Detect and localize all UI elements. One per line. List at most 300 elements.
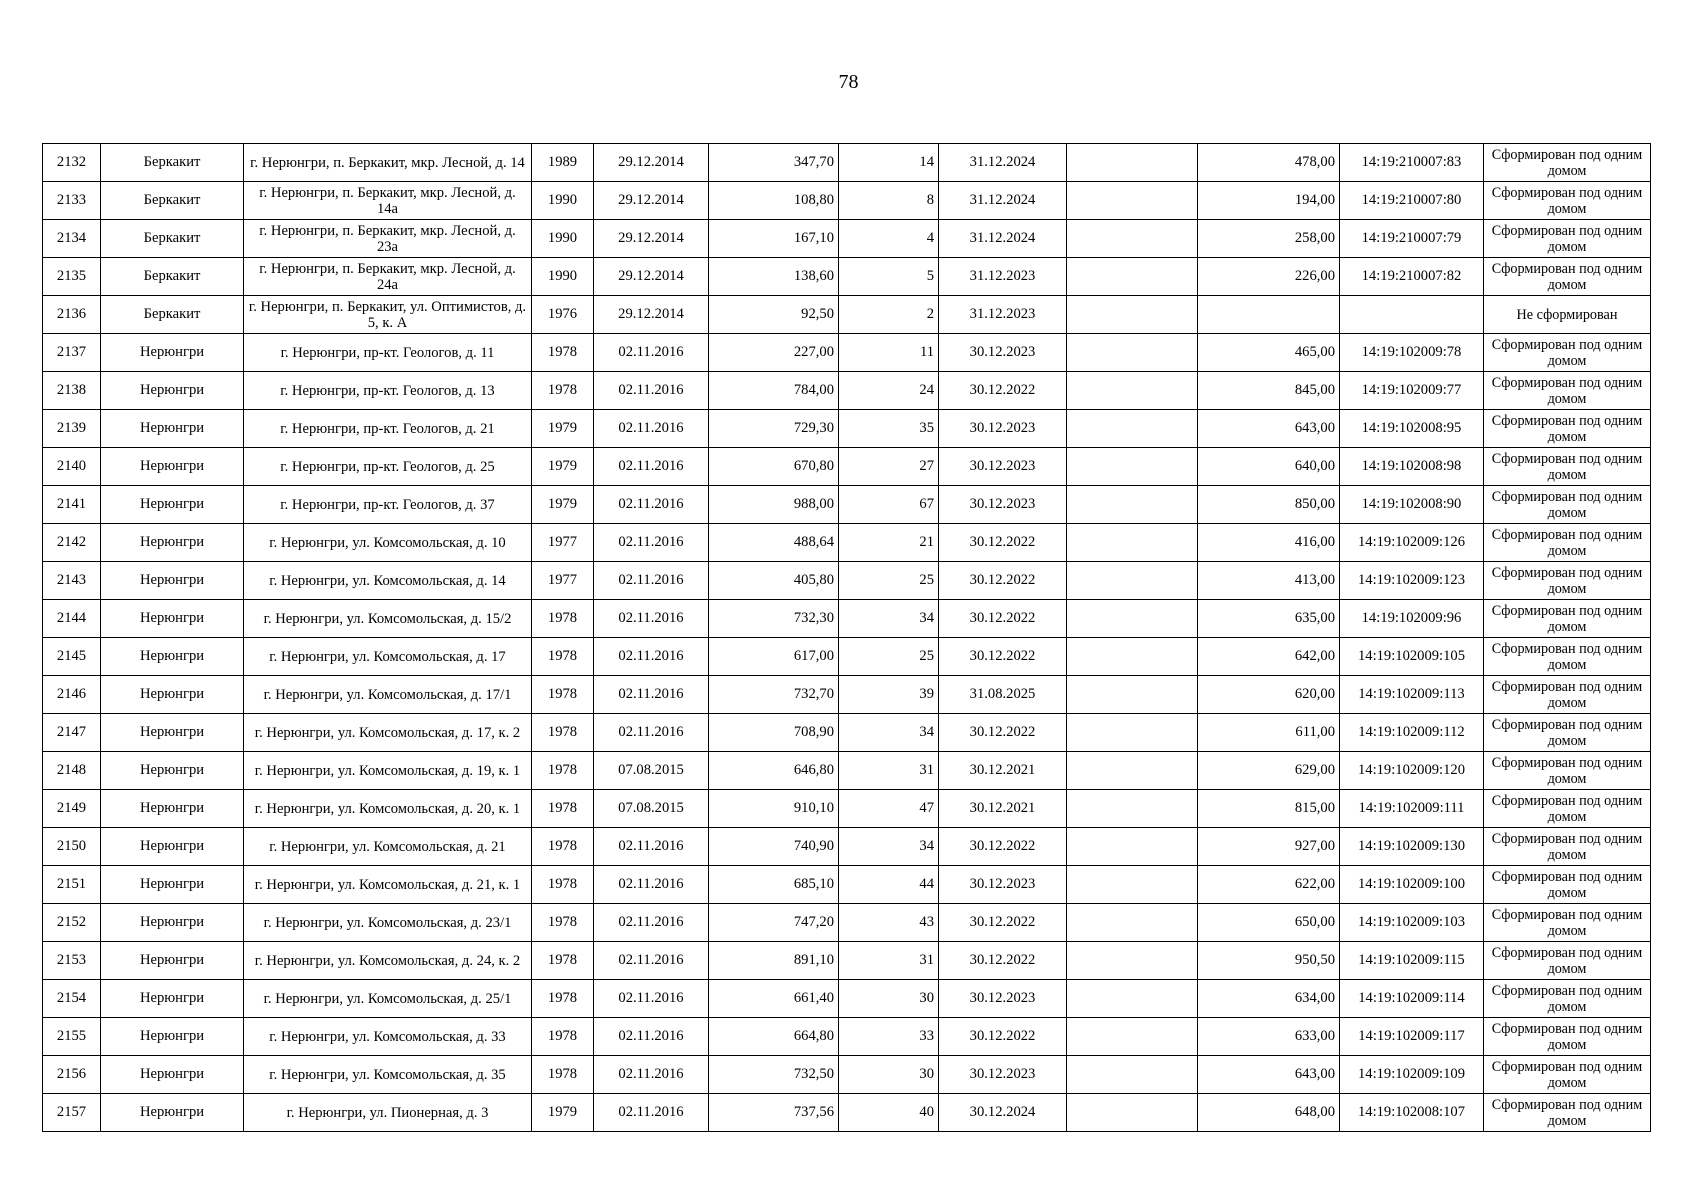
year-built-cell: 1979 (532, 1094, 594, 1132)
resettlement-deadline-cell: 30.12.2021 (939, 790, 1067, 828)
table-row (43, 1018, 1651, 1056)
area-cell: 784,00 (709, 372, 839, 410)
resettlement-deadline-cell: 31.12.2024 (939, 220, 1067, 258)
row-number-cell: 2155 (43, 1018, 101, 1056)
resettlement-deadline-cell: 30.12.2022 (939, 600, 1067, 638)
recognition-date-cell: 02.11.2016 (594, 714, 709, 752)
land-status-cell: Сформирован под одним домом (1484, 942, 1651, 980)
empty-cell (1067, 866, 1198, 904)
land-area-cell: 629,00 (1198, 752, 1340, 790)
recognition-date-cell: 02.11.2016 (594, 372, 709, 410)
residents-cell: 44 (839, 866, 939, 904)
land-area-cell: 950,50 (1198, 942, 1340, 980)
locality-cell: Нерюнгри (101, 904, 244, 942)
resettlement-deadline-cell: 30.12.2022 (939, 524, 1067, 562)
residents-cell: 30 (839, 1056, 939, 1094)
recognition-date-cell: 02.11.2016 (594, 866, 709, 904)
residents-cell: 2 (839, 296, 939, 334)
area-cell: 92,50 (709, 296, 839, 334)
cadastral-number-cell: 14:19:102009:77 (1340, 372, 1484, 410)
row-number-cell: 2132 (43, 144, 101, 182)
residents-cell: 4 (839, 220, 939, 258)
table-row (43, 486, 1651, 524)
residents-cell: 67 (839, 486, 939, 524)
year-built-cell: 1979 (532, 410, 594, 448)
land-status-cell: Не сформирован (1484, 296, 1651, 334)
year-built-cell: 1978 (532, 372, 594, 410)
empty-cell (1067, 790, 1198, 828)
cadastral-number-cell: 14:19:102009:100 (1340, 866, 1484, 904)
address-cell: г. Нерюнгри, п. Беркакит, мкр. Лесной, д. 14 (244, 144, 532, 182)
land-status-cell: Сформирован под одним домом (1484, 904, 1651, 942)
land-area-cell: 815,00 (1198, 790, 1340, 828)
recognition-date-cell: 02.11.2016 (594, 600, 709, 638)
address-cell: г. Нерюнгри, пр-кт. Геологов, д. 11 (244, 334, 532, 372)
area-cell: 740,90 (709, 828, 839, 866)
year-built-cell: 1978 (532, 980, 594, 1018)
cadastral-number-cell: 14:19:210007:79 (1340, 220, 1484, 258)
land-status-cell: Сформирован под одним домом (1484, 258, 1651, 296)
land-status-cell: Сформирован под одним домом (1484, 1056, 1651, 1094)
row-number-cell: 2141 (43, 486, 101, 524)
year-built-cell: 1978 (532, 790, 594, 828)
address-cell: г. Нерюнгри, ул. Комсомольская, д. 17, к. 2 (244, 714, 532, 752)
cadastral-number-cell: 14:19:102009:120 (1340, 752, 1484, 790)
row-number-cell: 2150 (43, 828, 101, 866)
row-number-cell: 2142 (43, 524, 101, 562)
table-row (43, 296, 1651, 334)
recognition-date-cell: 29.12.2014 (594, 258, 709, 296)
locality-cell: Нерюнгри (101, 828, 244, 866)
row-number-cell: 2137 (43, 334, 101, 372)
resettlement-deadline-cell: 30.12.2022 (939, 714, 1067, 752)
table-row (43, 828, 1651, 866)
address-cell: г. Нерюнгри, ул. Комсомольская, д. 14 (244, 562, 532, 600)
table-row (43, 790, 1651, 828)
row-number-cell: 2136 (43, 296, 101, 334)
cadastral-number-cell: 14:19:102009:111 (1340, 790, 1484, 828)
area-cell: 405,80 (709, 562, 839, 600)
cadastral-number-cell: 14:19:102009:130 (1340, 828, 1484, 866)
year-built-cell: 1979 (532, 448, 594, 486)
cadastral-number-cell: 14:19:210007:83 (1340, 144, 1484, 182)
year-built-cell: 1978 (532, 638, 594, 676)
address-cell: г. Нерюнгри, ул. Комсомольская, д. 10 (244, 524, 532, 562)
area-cell: 737,56 (709, 1094, 839, 1132)
row-number-cell: 2135 (43, 258, 101, 296)
empty-cell (1067, 942, 1198, 980)
year-built-cell: 1979 (532, 486, 594, 524)
table-row (43, 942, 1651, 980)
locality-cell: Нерюнгри (101, 372, 244, 410)
table-row (43, 258, 1651, 296)
recognition-date-cell: 07.08.2015 (594, 790, 709, 828)
address-cell: г. Нерюнгри, пр-кт. Геологов, д. 25 (244, 448, 532, 486)
locality-cell: Нерюнгри (101, 600, 244, 638)
recognition-date-cell: 29.12.2014 (594, 144, 709, 182)
table-body (43, 144, 1651, 1132)
year-built-cell: 1976 (532, 296, 594, 334)
row-number-cell: 2140 (43, 448, 101, 486)
land-status-cell: Сформирован под одним домом (1484, 448, 1651, 486)
recognition-date-cell: 29.12.2014 (594, 296, 709, 334)
locality-cell: Нерюнгри (101, 866, 244, 904)
cadastral-number-cell: 14:19:102009:114 (1340, 980, 1484, 1018)
resettlement-deadline-cell: 30.12.2022 (939, 372, 1067, 410)
resettlement-deadline-cell: 30.12.2023 (939, 866, 1067, 904)
address-cell: г. Нерюнгри, п. Беркакит, мкр. Лесной, д. 24а (244, 258, 532, 296)
land-status-cell: Сформирован под одним домом (1484, 600, 1651, 638)
area-cell: 617,00 (709, 638, 839, 676)
resettlement-deadline-cell: 30.12.2022 (939, 828, 1067, 866)
locality-cell: Нерюнгри (101, 676, 244, 714)
residents-cell: 31 (839, 752, 939, 790)
table-row (43, 600, 1651, 638)
row-number-cell: 2149 (43, 790, 101, 828)
row-number-cell: 2143 (43, 562, 101, 600)
resettlement-deadline-cell: 30.12.2023 (939, 410, 1067, 448)
row-number-cell: 2156 (43, 1056, 101, 1094)
cadastral-number-cell: 14:19:102009:126 (1340, 524, 1484, 562)
land-area-cell: 648,00 (1198, 1094, 1340, 1132)
area-cell: 670,80 (709, 448, 839, 486)
empty-cell (1067, 334, 1198, 372)
land-area-cell (1198, 296, 1340, 334)
land-area-cell: 622,00 (1198, 866, 1340, 904)
empty-cell (1067, 904, 1198, 942)
year-built-cell: 1978 (532, 676, 594, 714)
address-cell: г. Нерюнгри, ул. Комсомольская, д. 21 (244, 828, 532, 866)
land-status-cell: Сформирован под одним домом (1484, 1094, 1651, 1132)
land-status-cell: Сформирован под одним домом (1484, 1018, 1651, 1056)
residents-cell: 11 (839, 334, 939, 372)
row-number-cell: 2138 (43, 372, 101, 410)
address-cell: г. Нерюнгри, пр-кт. Геологов, д. 37 (244, 486, 532, 524)
year-built-cell: 1978 (532, 942, 594, 980)
residents-cell: 14 (839, 144, 939, 182)
empty-cell (1067, 220, 1198, 258)
locality-cell: Нерюнгри (101, 1056, 244, 1094)
resettlement-deadline-cell: 31.12.2023 (939, 296, 1067, 334)
land-status-cell: Сформирован под одним домом (1484, 486, 1651, 524)
recognition-date-cell: 02.11.2016 (594, 562, 709, 600)
residents-cell: 30 (839, 980, 939, 1018)
land-status-cell: Сформирован под одним домом (1484, 866, 1651, 904)
row-number-cell: 2157 (43, 1094, 101, 1132)
residents-cell: 33 (839, 1018, 939, 1056)
address-cell: г. Нерюнгри, ул. Комсомольская, д. 24, к. 2 (244, 942, 532, 980)
table-row (43, 714, 1651, 752)
area-cell: 108,80 (709, 182, 839, 220)
land-area-cell: 478,00 (1198, 144, 1340, 182)
residents-cell: 35 (839, 410, 939, 448)
row-number-cell: 2144 (43, 600, 101, 638)
table-row (43, 448, 1651, 486)
empty-cell (1067, 182, 1198, 220)
area-cell: 661,40 (709, 980, 839, 1018)
locality-cell: Нерюнгри (101, 980, 244, 1018)
row-number-cell: 2134 (43, 220, 101, 258)
land-area-cell: 927,00 (1198, 828, 1340, 866)
locality-cell: Нерюнгри (101, 524, 244, 562)
empty-cell (1067, 828, 1198, 866)
year-built-cell: 1978 (532, 904, 594, 942)
row-number-cell: 2151 (43, 866, 101, 904)
empty-cell (1067, 562, 1198, 600)
land-status-cell: Сформирован под одним домом (1484, 980, 1651, 1018)
row-number-cell: 2148 (43, 752, 101, 790)
cadastral-number-cell: 14:19:102009:109 (1340, 1056, 1484, 1094)
resettlement-deadline-cell: 30.12.2023 (939, 1056, 1067, 1094)
resettlement-deadline-cell: 30.12.2022 (939, 904, 1067, 942)
land-status-cell: Сформирован под одним домом (1484, 524, 1651, 562)
table-row (43, 904, 1651, 942)
address-cell: г. Нерюнгри, ул. Комсомольская, д. 25/1 (244, 980, 532, 1018)
locality-cell: Нерюнгри (101, 1018, 244, 1056)
page-number: 78 (838, 71, 859, 93)
table-row (43, 182, 1651, 220)
empty-cell (1067, 980, 1198, 1018)
cadastral-number-cell (1340, 296, 1484, 334)
residents-cell: 34 (839, 828, 939, 866)
empty-cell (1067, 486, 1198, 524)
land-area-cell: 642,00 (1198, 638, 1340, 676)
resettlement-deadline-cell: 31.12.2024 (939, 144, 1067, 182)
year-built-cell: 1977 (532, 524, 594, 562)
recognition-date-cell: 02.11.2016 (594, 980, 709, 1018)
land-status-cell: Сформирован под одним домом (1484, 182, 1651, 220)
recognition-date-cell: 29.12.2014 (594, 182, 709, 220)
land-area-cell: 258,00 (1198, 220, 1340, 258)
year-built-cell: 1978 (532, 1056, 594, 1094)
land-area-cell: 635,00 (1198, 600, 1340, 638)
recognition-date-cell: 02.11.2016 (594, 334, 709, 372)
resettlement-deadline-cell: 31.08.2025 (939, 676, 1067, 714)
recognition-date-cell: 07.08.2015 (594, 752, 709, 790)
year-built-cell: 1990 (532, 258, 594, 296)
residents-cell: 34 (839, 600, 939, 638)
address-cell: г. Нерюнгри, пр-кт. Геологов, д. 13 (244, 372, 532, 410)
resettlement-deadline-cell: 30.12.2023 (939, 980, 1067, 1018)
locality-cell: Нерюнгри (101, 448, 244, 486)
empty-cell (1067, 1056, 1198, 1094)
area-cell: 488,64 (709, 524, 839, 562)
land-area-cell: 643,00 (1198, 1056, 1340, 1094)
table-row (43, 866, 1651, 904)
land-area-cell: 845,00 (1198, 372, 1340, 410)
resettlement-deadline-cell: 30.12.2023 (939, 486, 1067, 524)
land-status-cell: Сформирован под одним домом (1484, 220, 1651, 258)
recognition-date-cell: 02.11.2016 (594, 904, 709, 942)
area-cell: 646,80 (709, 752, 839, 790)
land-area-cell: 413,00 (1198, 562, 1340, 600)
row-number-cell: 2147 (43, 714, 101, 752)
land-area-cell: 640,00 (1198, 448, 1340, 486)
residents-cell: 43 (839, 904, 939, 942)
empty-cell (1067, 296, 1198, 334)
cadastral-number-cell: 14:19:102009:103 (1340, 904, 1484, 942)
table-row (43, 638, 1651, 676)
resettlement-deadline-cell: 30.12.2024 (939, 1094, 1067, 1132)
table-row (43, 1094, 1651, 1132)
row-number-cell: 2153 (43, 942, 101, 980)
table-row (43, 410, 1651, 448)
year-built-cell: 1978 (532, 752, 594, 790)
land-area-cell: 633,00 (1198, 1018, 1340, 1056)
area-cell: 747,20 (709, 904, 839, 942)
recognition-date-cell: 02.11.2016 (594, 638, 709, 676)
residents-cell: 25 (839, 562, 939, 600)
resettlement-deadline-cell: 30.12.2023 (939, 334, 1067, 372)
land-status-cell: Сформирован под одним домом (1484, 638, 1651, 676)
recognition-date-cell: 02.11.2016 (594, 1018, 709, 1056)
area-cell: 664,80 (709, 1018, 839, 1056)
land-area-cell: 850,00 (1198, 486, 1340, 524)
resettlement-deadline-cell: 31.12.2024 (939, 182, 1067, 220)
area-cell: 167,10 (709, 220, 839, 258)
year-built-cell: 1990 (532, 182, 594, 220)
year-built-cell: 1978 (532, 334, 594, 372)
year-built-cell: 1990 (532, 220, 594, 258)
recognition-date-cell: 02.11.2016 (594, 1094, 709, 1132)
cadastral-number-cell: 14:19:102008:98 (1340, 448, 1484, 486)
area-cell: 347,70 (709, 144, 839, 182)
area-cell: 729,30 (709, 410, 839, 448)
address-cell: г. Нерюнгри, пр-кт. Геологов, д. 21 (244, 410, 532, 448)
recognition-date-cell: 02.11.2016 (594, 486, 709, 524)
year-built-cell: 1989 (532, 144, 594, 182)
land-status-cell: Сформирован под одним домом (1484, 790, 1651, 828)
address-cell: г. Нерюнгри, п. Беркакит, ул. Оптимистов, д. 5, к. А (244, 296, 532, 334)
row-number-cell: 2146 (43, 676, 101, 714)
land-status-cell: Сформирован под одним домом (1484, 676, 1651, 714)
cadastral-number-cell: 14:19:102009:105 (1340, 638, 1484, 676)
area-cell: 732,70 (709, 676, 839, 714)
cadastral-number-cell: 14:19:102009:113 (1340, 676, 1484, 714)
land-status-cell: Сформирован под одним домом (1484, 562, 1651, 600)
residents-cell: 47 (839, 790, 939, 828)
residents-cell: 39 (839, 676, 939, 714)
empty-cell (1067, 752, 1198, 790)
land-area-cell: 634,00 (1198, 980, 1340, 1018)
year-built-cell: 1978 (532, 828, 594, 866)
table-row (43, 524, 1651, 562)
recognition-date-cell: 29.12.2014 (594, 220, 709, 258)
land-status-cell: Сформирован под одним домом (1484, 372, 1651, 410)
row-number-cell: 2154 (43, 980, 101, 1018)
housing-register-table (42, 143, 1651, 1132)
locality-cell: Беркакит (101, 258, 244, 296)
address-cell: г. Нерюнгри, ул. Комсомольская, д. 35 (244, 1056, 532, 1094)
residents-cell: 5 (839, 258, 939, 296)
year-built-cell: 1978 (532, 1018, 594, 1056)
resettlement-deadline-cell: 31.12.2023 (939, 258, 1067, 296)
area-cell: 732,30 (709, 600, 839, 638)
year-built-cell: 1978 (532, 714, 594, 752)
cadastral-number-cell: 14:19:102009:115 (1340, 942, 1484, 980)
cadastral-number-cell: 14:19:210007:80 (1340, 182, 1484, 220)
locality-cell: Беркакит (101, 296, 244, 334)
empty-cell (1067, 600, 1198, 638)
recognition-date-cell: 02.11.2016 (594, 942, 709, 980)
cadastral-number-cell: 14:19:102009:117 (1340, 1018, 1484, 1056)
empty-cell (1067, 448, 1198, 486)
resettlement-deadline-cell: 30.12.2022 (939, 638, 1067, 676)
address-cell: г. Нерюнгри, ул. Пионерная, д. 3 (244, 1094, 532, 1132)
address-cell: г. Нерюнгри, п. Беркакит, мкр. Лесной, д. 23а (244, 220, 532, 258)
recognition-date-cell: 02.11.2016 (594, 524, 709, 562)
locality-cell: Нерюнгри (101, 638, 244, 676)
empty-cell (1067, 638, 1198, 676)
land-status-cell: Сформирован под одним домом (1484, 144, 1651, 182)
land-status-cell: Сформирован под одним домом (1484, 714, 1651, 752)
table-row (43, 1056, 1651, 1094)
address-cell: г. Нерюнгри, ул. Комсомольская, д. 23/1 (244, 904, 532, 942)
residents-cell: 31 (839, 942, 939, 980)
residents-cell: 34 (839, 714, 939, 752)
area-cell: 988,00 (709, 486, 839, 524)
recognition-date-cell: 02.11.2016 (594, 676, 709, 714)
resettlement-deadline-cell: 30.12.2022 (939, 942, 1067, 980)
table-row (43, 676, 1651, 714)
empty-cell (1067, 410, 1198, 448)
empty-cell (1067, 1018, 1198, 1056)
area-cell: 891,10 (709, 942, 839, 980)
land-area-cell: 650,00 (1198, 904, 1340, 942)
cadastral-number-cell: 14:19:102009:112 (1340, 714, 1484, 752)
year-built-cell: 1978 (532, 866, 594, 904)
row-number-cell: 2152 (43, 904, 101, 942)
address-cell: г. Нерюнгри, ул. Комсомольская, д. 17 (244, 638, 532, 676)
cadastral-number-cell: 14:19:210007:82 (1340, 258, 1484, 296)
locality-cell: Беркакит (101, 182, 244, 220)
locality-cell: Нерюнгри (101, 486, 244, 524)
land-area-cell: 611,00 (1198, 714, 1340, 752)
area-cell: 732,50 (709, 1056, 839, 1094)
address-cell: г. Нерюнгри, п. Беркакит, мкр. Лесной, д. 14а (244, 182, 532, 220)
locality-cell: Нерюнгри (101, 410, 244, 448)
recognition-date-cell: 02.11.2016 (594, 448, 709, 486)
row-number-cell: 2145 (43, 638, 101, 676)
table-row (43, 144, 1651, 182)
area-cell: 227,00 (709, 334, 839, 372)
area-cell: 708,90 (709, 714, 839, 752)
locality-cell: Нерюнгри (101, 790, 244, 828)
recognition-date-cell: 02.11.2016 (594, 1056, 709, 1094)
residents-cell: 21 (839, 524, 939, 562)
cadastral-number-cell: 14:19:102008:95 (1340, 410, 1484, 448)
locality-cell: Нерюнгри (101, 752, 244, 790)
residents-cell: 27 (839, 448, 939, 486)
empty-cell (1067, 1094, 1198, 1132)
residents-cell: 8 (839, 182, 939, 220)
empty-cell (1067, 144, 1198, 182)
land-status-cell: Сформирован под одним домом (1484, 334, 1651, 372)
land-status-cell: Сформирован под одним домом (1484, 828, 1651, 866)
resettlement-deadline-cell: 30.12.2021 (939, 752, 1067, 790)
address-cell: г. Нерюнгри, ул. Комсомольская, д. 17/1 (244, 676, 532, 714)
locality-cell: Беркакит (101, 144, 244, 182)
empty-cell (1067, 372, 1198, 410)
empty-cell (1067, 524, 1198, 562)
resettlement-deadline-cell: 30.12.2022 (939, 562, 1067, 600)
land-area-cell: 620,00 (1198, 676, 1340, 714)
empty-cell (1067, 676, 1198, 714)
cadastral-number-cell: 14:19:102008:107 (1340, 1094, 1484, 1132)
area-cell: 685,10 (709, 866, 839, 904)
locality-cell: Нерюнгри (101, 714, 244, 752)
table-row (43, 752, 1651, 790)
